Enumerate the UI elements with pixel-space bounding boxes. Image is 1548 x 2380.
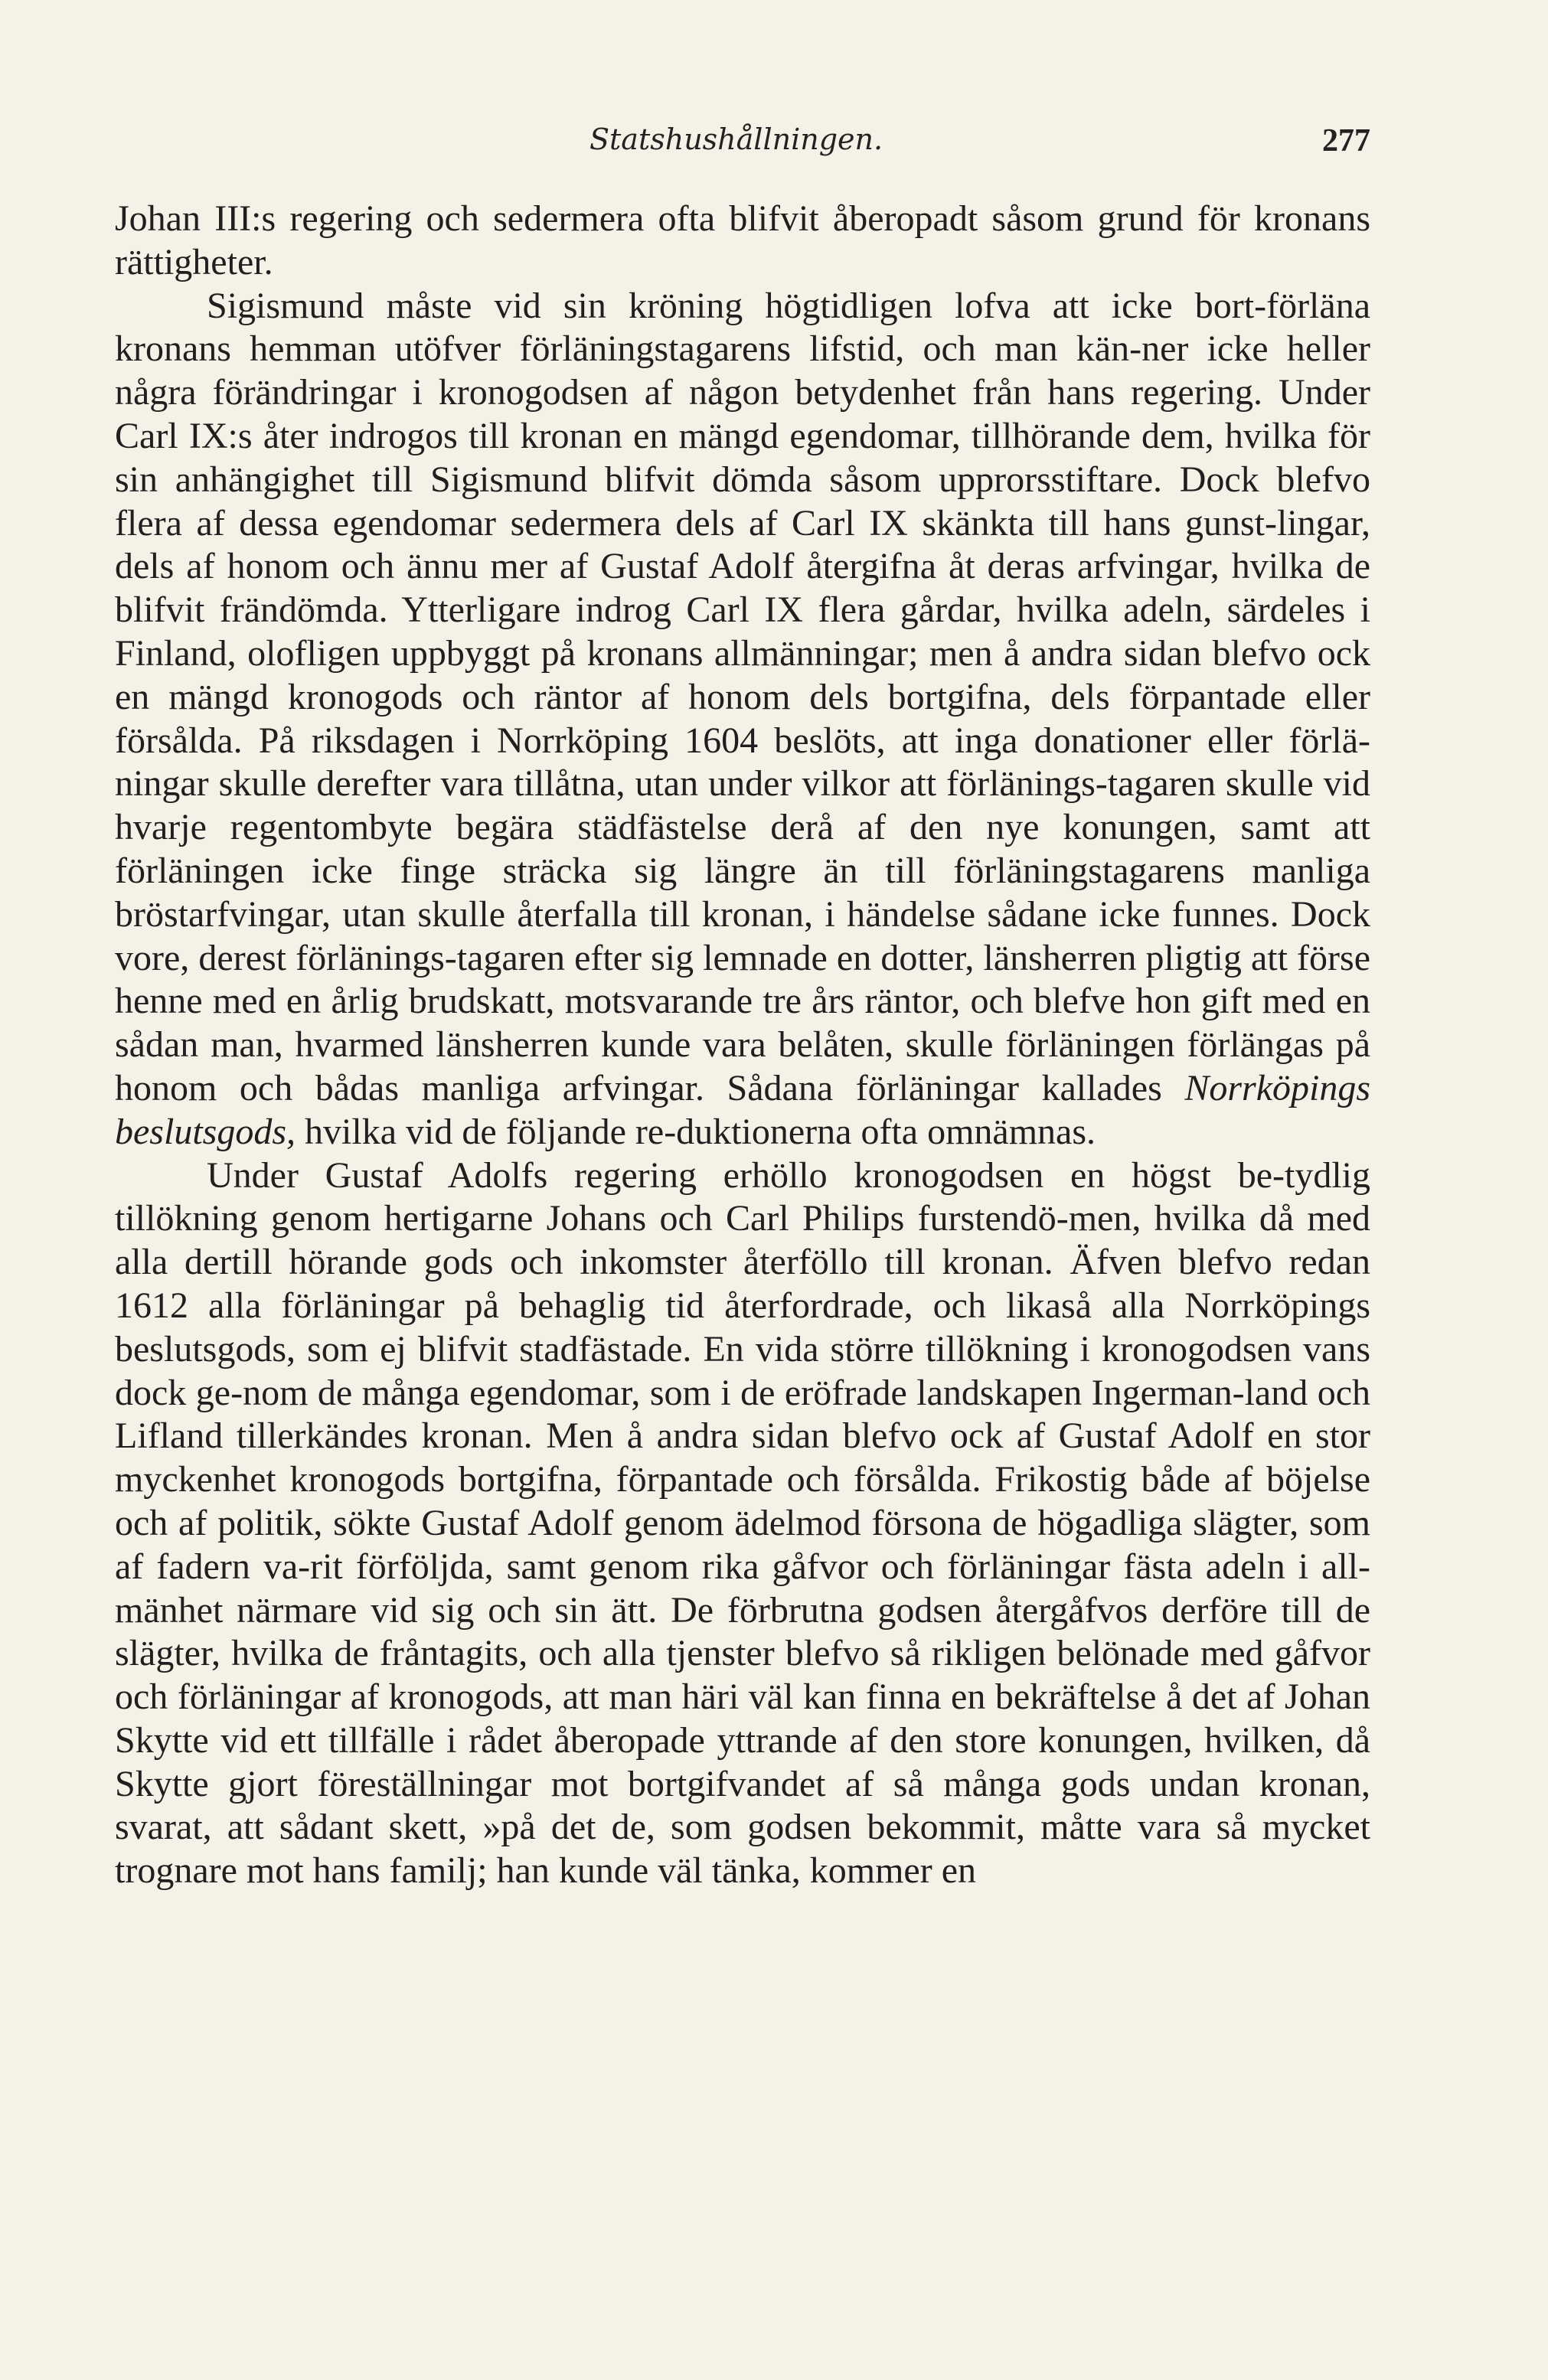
paragraph-2: [115, 285, 1370, 1154]
running-head: Statshushållningen.: [589, 122, 883, 156]
paragraph-1-text: Johan III:s regering och sedermera ofta blifvit åberopadt såsom grund för kronans rättigheter.: [115, 198, 1370, 282]
body-text: [115, 198, 1370, 1893]
paragraph-1: [115, 198, 1370, 285]
paragraph-3: [115, 1154, 1370, 1894]
paragraph-2-italic-term: Norrköpings beslutsgods,: [115, 1067, 1371, 1152]
page-number: 277: [1322, 123, 1370, 158]
paragraph-3-text: Under Gustaf Adolfs regering erhöllo kronogodsen en högst be-tydlig tillökning genom hertigarne Johans och Carl Philips furstendö-men, hvilka då med alla dertill hörande gods och inkomster återföllo till kronan. Äfven blefvo redan 1612 alla förläningar på behaglig tid återfordrade, och likaså alla Norrköpings beslutsgods, som ej blifvit stadfästade. En vida större tillökning i kronogodsen vans dock ge-nom de många egendomar, som i de eröfrade landskapen Ingerman-land och Lifland tillerkändes kronan. Men å andra sidan blefvo ock af Gustaf Adolf en stor myckenhet kronogods bortgifna, förpantade och försålda. Frikostig både af böjelse och af politik, sökte Gustaf Adolf genom ädelmod försona de högadliga slägter, som af fadern va-rit förföljda, samt genom rika gåfvor och förläningar fästa adeln i all-mänhet närmare vid sig och sin ätt. De förbrutna godsen återgåfvos derföre till de slägter, hvilka de fråntagits, och alla tjenster blefvo så rikligen belönade med gåfvor och förläningar af kronogods, att man häri väl kan finna en bekräftelse å det af Johan Skytte vid ett tillfälle i rådet åberopade yttrande af den store konungen, hvilken, då Skytte gjort föreställningar mot bortgifvandet af så många gods undan kronan, svarat, att sådant skett, »på det de, som godsen bekommit, måtte vara så mycket trognare mot hans familj; han kunde väl tänka, kommer en: [115, 1154, 1370, 1892]
paragraph-2-text: Sigismund måste vid sin kröning högtidligen lofva att icke bort-förläna kronans hemman utöfver förläningstagarens lifstid, och man kän-ner icke heller några förändringar i kronogodsen af någon betydenhet från hans regering. Under Carl IX:s åter indrogos till kronan en mängd egendomar, tillhörande dem, hvilka för sin anhängighet till Sigismund blifvit dömda såsom upprorsstiftare. Dock blefvo flera af dessa egendomar sedermera dels af Carl IX skänkta till hans gunst-lingar, dels af honom och ännu mer af Gustaf Adolf återgifna åt deras arfvingar, hvilka de blifvit frändömda. Ytterligare indrog Carl IX flera gårdar, hvilka adeln, särdeles i Finland, olofligen uppbyggt på kronans allmänningar; men å andra sidan blefvo ock en mängd kronogods och räntor af honom dels bortgifna, dels förpantade eller försålda. På riksdagen i Norrköping 1604 beslöts, att inga donationer eller förlä-ningar skulle derefter vara tillåtna, utan under vilkor att förlänings-tagaren skulle vid hvarje regentombyte begära städfästelse derå af den nye konungen, samt att förläningen icke finge sträcka sig längre än till förläningstagarens manliga bröstarfvingar, utan skulle återfalla till kronan, i händelse sådane icke funnes. Dock vore, derest förlänings-tagaren efter sig lemnade en dotter, länsherren pligtig att förse henne med en årlig brudskatt, motsvarande tre års räntor, och blefve hon gift med en sådan man, hvarmed länsherren kunde vara belåten, skulle förläningen förlängas på honom och bådas manliga arfvingar. Sådana förläningar kallades: [115, 285, 1370, 1108]
paragraph-2-tail: hvilka vid de följande re-duktionerna ofta omnämnas.: [305, 1111, 1096, 1152]
page-header: [115, 122, 1370, 168]
